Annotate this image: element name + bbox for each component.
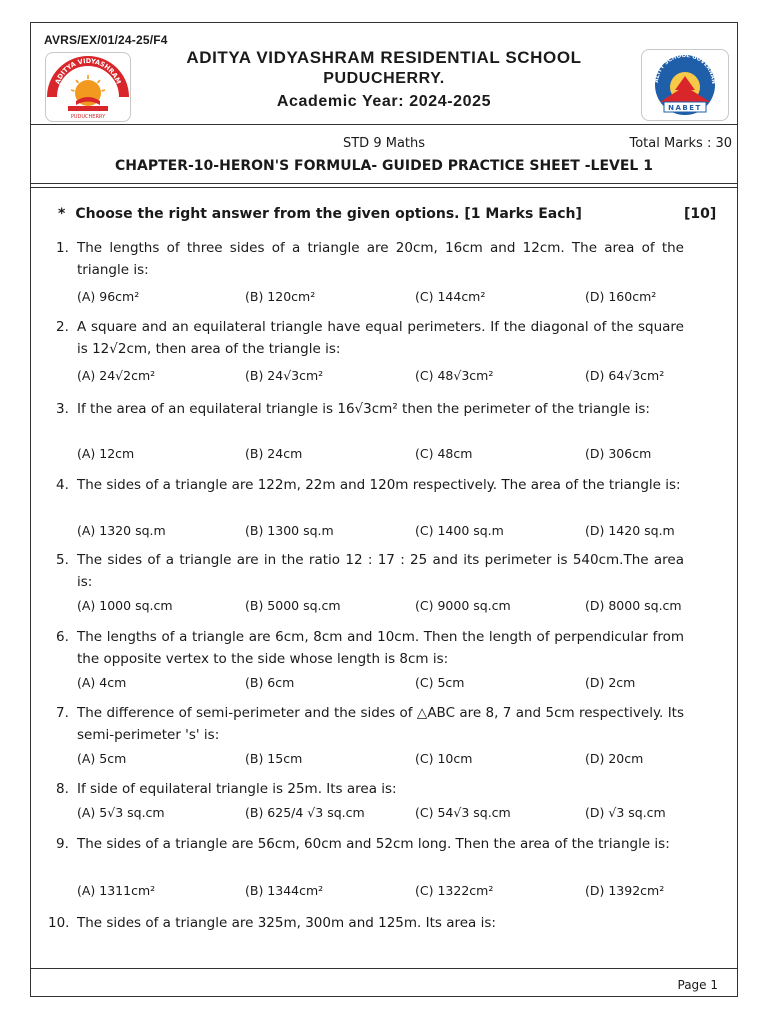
question-3 [56,398,684,420]
option-d: (D) 306cm [585,446,652,461]
question-number: 1. [56,240,69,256]
footer-divider [30,968,738,969]
question-1-options [77,289,717,309]
option-d: (D) √3 sq.cm [585,805,666,820]
question-text: The sides of a triangle are in the ratio 12 : 17 : 25 and its perimeter is 540cm.The area is: [77,552,684,590]
section-marks: [10] [684,206,717,222]
question-text: The sides of a triangle are 56cm, 60cm and 52cm long. Then the area of the triangle is: [77,836,670,852]
option-b: (B) 120cm² [245,289,316,304]
question-text: The difference of semi-perimeter and the sides of △ABC are 8, 7 and 5cm respectively. Its semi-perimeter 's' is: [77,705,684,743]
question-number: 10. [48,915,70,931]
question-3-options [77,446,717,466]
option-c: (C) 1400 sq.m [415,523,504,538]
option-d: (D) 1392cm² [585,883,665,898]
option-a: (A) 5√3 sq.cm [77,805,165,820]
option-d: (D) 8000 sq.cm [585,598,682,613]
option-b: (B) 6cm [245,675,295,690]
option-b: (B) 15cm [245,751,303,766]
question-6-options [77,675,717,695]
option-d: (D) 20cm [585,751,644,766]
option-d: (D) 1420 sq.m [585,523,675,538]
question-text: The sides of a triangle are 122m, 22m and 120m respectively. The area of the triangle is: [77,477,681,493]
option-c: (C) 1322cm² [415,883,494,898]
instruction-text: Choose the right answer from the given options. [1 Marks Each] [75,206,582,222]
question-number: 2. [56,319,69,335]
question-number: 3. [56,401,69,417]
question-10 [48,912,684,934]
document-code: AVRS/EX/01/24-25/F4 [44,33,168,47]
question-8 [56,778,684,800]
option-c: (C) 48√3cm² [415,368,494,383]
total-marks: Total Marks : 30 [629,136,732,151]
chapter-title: CHAPTER-10-HERON'S FORMULA- GUIDED PRACTICE SHEET -LEVEL 1 [115,158,653,174]
question-number: 7. [56,705,69,721]
question-text: A square and an equilateral triangle have equal perimeters. If the diagonal of the square is 12√2cm, then area of the triangle is: [77,319,684,357]
option-a: (A) 12cm [77,446,135,461]
question-8-options [77,805,717,825]
question-5-options [77,598,717,618]
question-5 [56,549,684,593]
option-a: (A) 24√2cm² [77,368,156,383]
school-city: PUDUCHERRY. [323,70,445,87]
option-d: (D) 160cm² [585,289,657,304]
option-b: (B) 24cm [245,446,303,461]
question-2 [56,316,684,360]
question-number: 4. [56,477,69,493]
option-c: (C) 9000 sq.cm [415,598,511,613]
option-b: (B) 24√3cm² [245,368,324,383]
logo-left-city: PUDUCHERRY [70,114,106,120]
question-1 [56,237,684,281]
option-c: (C) 54√3 sq.cm [415,805,511,820]
question-number: 8. [56,781,69,797]
question-text: The sides of a triangle are 325m, 300m and 125m. Its area is: [77,915,496,931]
option-c: (C) 10cm [415,751,473,766]
question-number: 5. [56,552,69,568]
question-text: If side of equilateral triangle is 25m. Its area is: [77,781,397,797]
school-name: ADITYA VIDYASHRAM RESIDENTIAL SCHOOL [186,48,582,67]
header-divider [30,124,738,125]
question-9-options [77,883,717,903]
option-b: (B) 5000 sq.cm [245,598,341,613]
logo-left-arc-text: ADITYA VIDYASHRAM [53,56,123,86]
question-text: If the area of an equilateral triangle is 16√3cm² then the perimeter of the triangle is: [77,401,650,417]
option-b: (B) 1300 sq.m [245,523,334,538]
question-number: 9. [56,836,69,852]
question-7-options [77,751,717,771]
option-a: (A) 1000 sq.cm [77,598,173,613]
option-c: (C) 5cm [415,675,465,690]
section-instruction [58,206,582,222]
logo-right-arc-text: ALITY SCHOOL GOVERNAN [653,52,717,85]
question-2-options [77,368,717,388]
chapter-divider-top [30,183,738,184]
option-a: (A) 1320 sq.m [77,523,166,538]
option-a: (A) 96cm² [77,289,140,304]
question-text: The lengths of three sides of a triangle are 20cm, 16cm and 12cm. The area of the triangle is: [77,240,684,278]
standard-subject: STD 9 Maths [342,136,426,151]
option-a: (A) 1311cm² [77,883,156,898]
question-6 [56,626,684,670]
logo-right-nabet-text: NABET [668,104,702,112]
option-d: (D) 64√3cm² [585,368,665,383]
question-number: 6. [56,629,69,645]
question-9 [56,833,684,855]
bullet-star: * [58,206,66,222]
question-4 [56,474,684,496]
option-d: (D) 2cm [585,675,636,690]
chapter-divider-bottom [30,187,738,188]
option-b: (B) 625/4 √3 sq.cm [245,805,365,820]
question-7 [56,702,684,746]
option-a: (A) 4cm [77,675,127,690]
question-text: The lengths of a triangle are 6cm, 8cm and 10cm. Then the length of perpendicular from the opposite vertex to the side whose length is 8cm is: [77,629,684,667]
option-c: (C) 48cm [415,446,473,461]
academic-year: Academic Year: 2024-2025 [276,93,492,110]
page-number: Page 1 [677,978,718,992]
question-4-options [77,523,717,543]
option-b: (B) 1344cm² [245,883,324,898]
option-a: (A) 5cm [77,751,127,766]
option-c: (C) 144cm² [415,289,486,304]
